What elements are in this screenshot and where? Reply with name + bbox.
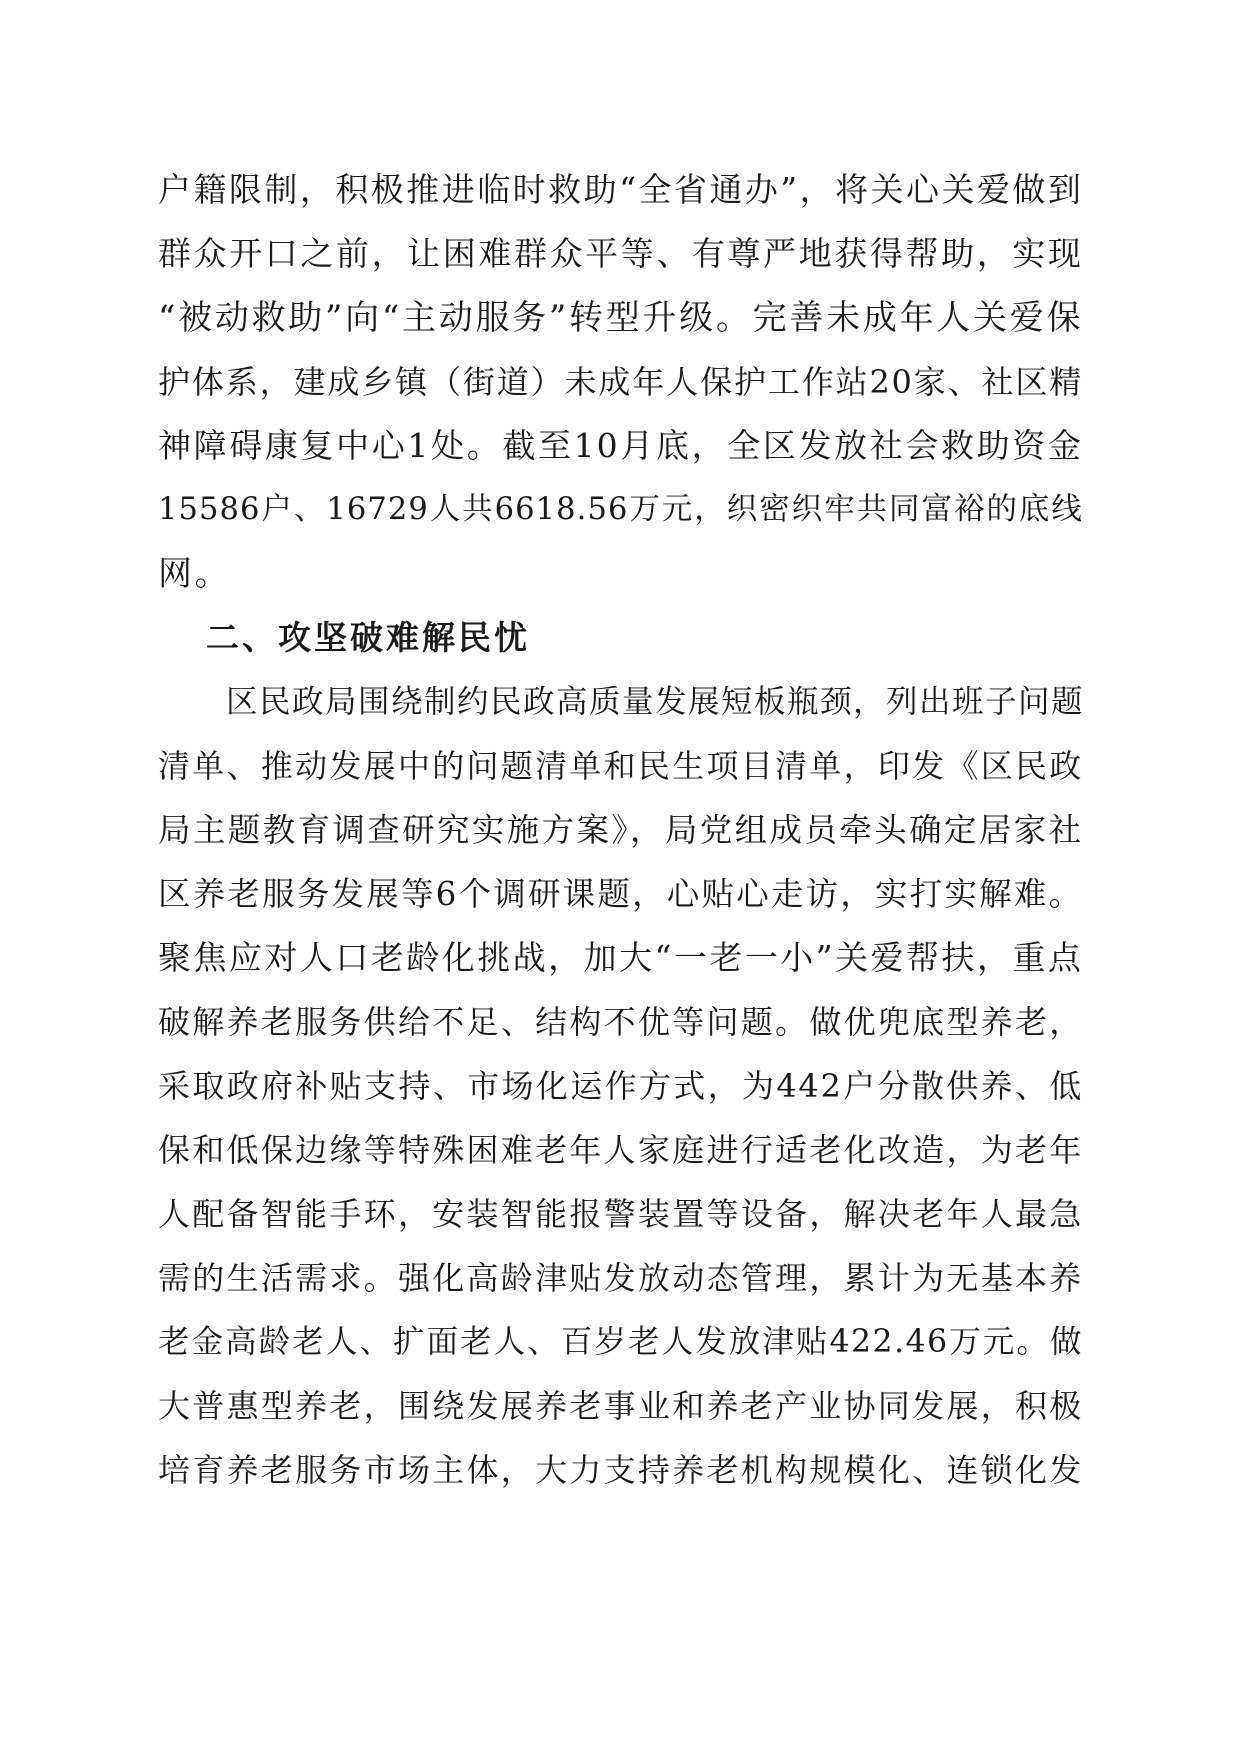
- paragraph-2-line: 保和低保边缘等特殊困难老年人家庭进行适老化改造，为老年: [158, 1131, 1083, 1169]
- paragraph-2-line: 人配备智能手环，安装智能报警装置等设备，解决老年人最急: [158, 1195, 1083, 1233]
- section-heading: 二、攻坚破难解民忧: [206, 618, 530, 657]
- paragraph-2-line: 局主题教育调查研究实施方案》，局党组成员牵头确定居家社: [158, 811, 1083, 849]
- paragraph-1-line: 群众开口之前，让困难群众平等、有尊严地获得帮助，实现: [158, 234, 1083, 273]
- paragraph-1-line: 网。: [158, 554, 231, 594]
- paragraph-2-line: 大普惠型养老，围绕发展养老事业和养老产业协同发展，积极: [158, 1387, 1083, 1425]
- paragraph-2-line: 聚焦应对人口老龄化挑战，加大“一老一小”关爱帮扶，重点: [158, 938, 1083, 977]
- paragraph-2-line: 区养老服务发展等6个调研课题，心贴心走访，实打实解难。: [158, 875, 1083, 913]
- paragraph-2-line: 破解养老服务供给不足、结构不优等问题。做优兜底型养老，: [158, 1003, 1083, 1041]
- paragraph-2-line: 需的生活需求。强化高龄津贴发放动态管理，累计为无基本养: [158, 1259, 1083, 1297]
- paragraph-1-line: 户籍限制，积极推进临时救助“全省通办”，将关心关爱做到: [158, 170, 1083, 209]
- paragraph-1-line: 15586户、16729人共6618.56万元，织密织牢共同富裕的底线: [158, 492, 1083, 527]
- paragraph-2-line: 区民政局围绕制约民政高质量发展短板瓶颈，列出班子问题: [226, 684, 1085, 720]
- paragraph-2-line: 清单、推动发展中的问题清单和民生项目清单，印发《区民政: [158, 747, 1083, 785]
- paragraph-2-line: 老金高龄老人、扩面老人、百岁老人发放津贴422.46万元。做: [158, 1324, 1083, 1360]
- paragraph-2-line: 采取政府补贴支持、市场化运作方式，为442户分散供养、低: [158, 1067, 1083, 1105]
- paragraph-1-line: “被动救助”向“主动服务”转型升级。完善未成年人关爱保: [158, 298, 1083, 338]
- paragraph-1-line: 护体系，建成乡镇（街道）未成年人保护工作站20家、社区精: [158, 363, 1083, 401]
- paragraph-1-line: 神障碍康复中心1处。截至10月底，全区发放社会救助资金: [158, 426, 1083, 465]
- paragraph-2-line: 培育养老服务市场主体，大力支持养老机构规模化、连锁化发: [158, 1451, 1083, 1489]
